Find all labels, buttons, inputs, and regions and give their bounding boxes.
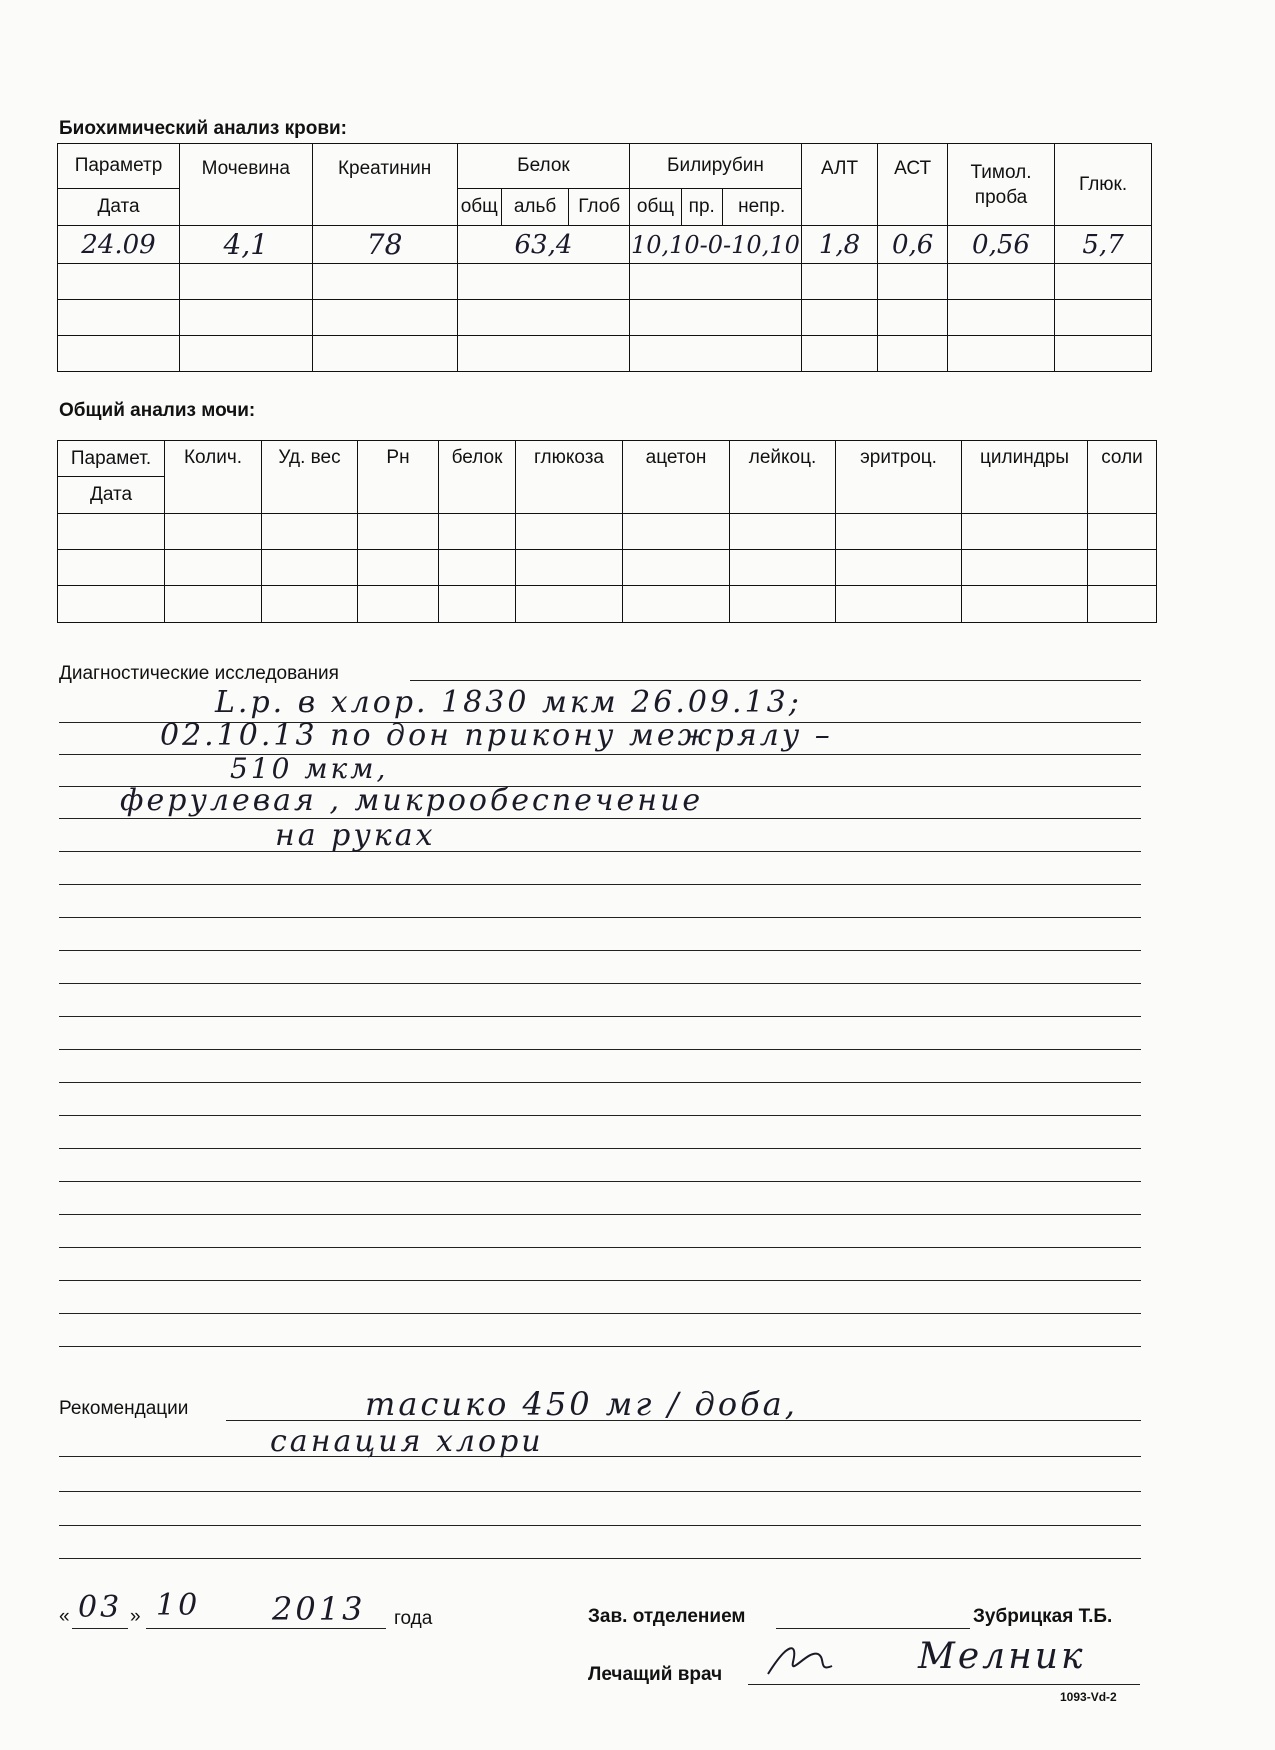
urine-header-cylinders: цилиндры: [962, 441, 1088, 514]
blood-header-bili-total: общ: [630, 189, 682, 226]
blood-table: [57, 143, 1152, 372]
ruled-line: [59, 1016, 1141, 1017]
blood-header-param: Параметр: [58, 144, 180, 189]
ruled-line: [59, 1148, 1141, 1149]
blood-header-bilirubin: Билирубин: [630, 144, 801, 189]
head-of-department-name: Зубрицкая Т.Б.: [973, 1606, 1113, 1627]
blood-cell-bilirubin: 10,10-0-10,10: [630, 226, 801, 264]
blood-header-protein-glob: Глоб: [569, 189, 630, 226]
urine-header-erythrocytes: эритроц.: [836, 441, 962, 514]
diag-handwritten-line: 02.10.13 по дон прикону межрялу –: [160, 718, 833, 753]
ruled-line: [59, 1247, 1141, 1248]
diag-handwritten-line: 510 мкм,: [230, 752, 389, 785]
diag-handwritten-line: L.p. в хлор. 1830 мкм 26.09.13;: [215, 685, 802, 720]
ruled-line: [59, 818, 1141, 819]
blood-empty-row: [58, 336, 1152, 372]
blood-cell-ast: 0,6: [878, 226, 947, 264]
ruled-line: [59, 1082, 1141, 1083]
blood-row: [58, 226, 1152, 264]
urine-header-date: Дата: [58, 477, 165, 514]
rec-handwritten-line: санация хлори: [270, 1424, 544, 1459]
ruled-line: [59, 1313, 1141, 1314]
blood-header-date: Дата: [58, 189, 180, 226]
diag-handwritten-line: ферулевая , микрообеспечение: [120, 783, 704, 818]
blood-header-protein-alb: альб: [501, 189, 568, 226]
urine-header-param: Парамет.: [58, 441, 165, 477]
urine-section-title: Общий анализ мочи:: [59, 400, 256, 421]
blood-header-alt: АЛТ: [801, 144, 878, 226]
ruled-line: [59, 1525, 1141, 1526]
blood-header-urea: Мочевина: [180, 144, 313, 226]
blood-header-protein-total: общ: [457, 189, 501, 226]
urine-empty-row: [58, 586, 1157, 623]
blood-cell-date: 24.09: [58, 226, 180, 264]
blood-section-title: Биохимический анализ крови:: [59, 118, 348, 139]
head-signature-line: [776, 1600, 970, 1629]
doctor-signature: Мелник: [918, 1636, 1086, 1677]
date-month: 10: [156, 1588, 201, 1623]
blood-empty-row: [58, 264, 1152, 300]
date-year: 2013: [272, 1590, 366, 1628]
doctor-signature-line: [748, 1636, 1140, 1685]
urine-header-acetone: ацетон: [623, 441, 730, 514]
blood-cell-urea: 4,1: [180, 226, 313, 264]
ruled-line: [59, 1049, 1141, 1050]
blood-cell-creatinine: 78: [312, 226, 457, 264]
urine-header-sg: Уд. вес: [262, 441, 358, 514]
blood-cell-alt: 1,8: [801, 226, 878, 264]
date-day-field: [72, 1592, 128, 1629]
date-quote-open: «: [59, 1606, 70, 1627]
blood-cell-thymol: 0,56: [947, 226, 1054, 264]
ruled-line: [59, 1115, 1141, 1116]
ruled-line: [59, 1491, 1141, 1492]
ruled-line: [59, 1346, 1141, 1347]
blood-header-bili-indirect: непр.: [722, 189, 801, 226]
ruled-line: [59, 1456, 1141, 1457]
ruled-line: [59, 1181, 1141, 1182]
ruled-line: [59, 884, 1141, 885]
ruled-line: [59, 950, 1141, 951]
diag-label: Диагностические исследования: [59, 663, 339, 684]
attending-doctor-label: Лечащий врач: [588, 1664, 723, 1685]
blood-empty-row: [58, 300, 1152, 336]
date-month-field: [146, 1588, 386, 1629]
ruled-line: [59, 983, 1141, 984]
date-quote-close: »: [130, 1606, 141, 1627]
blood-cell-protein: 63,4: [457, 226, 630, 264]
blood-cell-glucose: 5,7: [1055, 226, 1152, 264]
ruled-line: [59, 1214, 1141, 1215]
blood-header-glucose: Глюк.: [1055, 144, 1152, 226]
urine-table: [57, 440, 1157, 623]
urine-header-ph: Рн: [358, 441, 439, 514]
blood-header-bili-direct: пр.: [681, 189, 722, 226]
urine-header-protein: белок: [439, 441, 516, 514]
blood-header-protein: Белок: [457, 144, 630, 189]
ruled-line: [59, 1280, 1141, 1281]
diag-rule: [410, 680, 1141, 681]
urine-header-qty: Колич.: [165, 441, 262, 514]
ruled-line: [59, 1558, 1141, 1559]
rec-label: Рекомендации: [59, 1398, 189, 1419]
blood-header-creatinine: Креатинин: [312, 144, 457, 226]
diag-handwritten-line: на руках: [275, 818, 436, 853]
urine-empty-row: [58, 550, 1157, 586]
form-code: 1093-Vd-2: [1060, 1690, 1117, 1704]
urine-header-glucose: глюкоза: [516, 441, 623, 514]
date-day: 03: [78, 1590, 123, 1625]
urine-header-salts: соли: [1088, 441, 1157, 514]
rec-handwritten-line: тасико 450 мг / доба,: [365, 1385, 798, 1423]
blood-header-ast: АСТ: [878, 144, 947, 226]
ruled-line: [59, 851, 1141, 852]
ruled-line: [59, 754, 1141, 755]
head-of-department-label: Зав. отделением: [588, 1606, 746, 1627]
blood-header-thymol: Тимол. проба: [947, 144, 1054, 226]
urine-empty-row: [58, 514, 1157, 550]
urine-header-leukocytes: лейкоц.: [730, 441, 836, 514]
ruled-line: [59, 917, 1141, 918]
date-year-suffix: года: [394, 1608, 433, 1629]
